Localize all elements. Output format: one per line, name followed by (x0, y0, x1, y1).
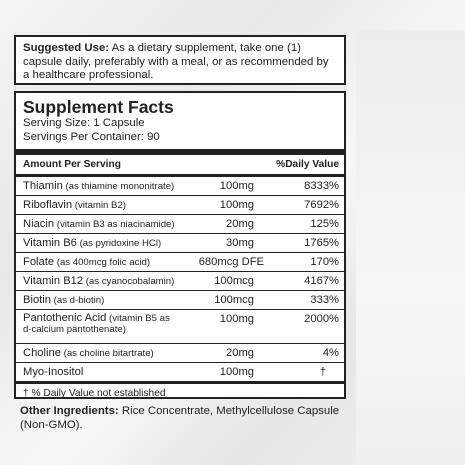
nutrient-dv: 1765% (304, 237, 339, 249)
nutrient-amount: 100mg (219, 366, 254, 378)
nutrient-note: (as d-biotin) (51, 295, 105, 306)
nutrient-name: Vitamin B6 (23, 237, 77, 249)
facts-title: Supplement Facts (23, 97, 174, 117)
supplement-facts-panel (14, 91, 346, 399)
nutrient-name: Niacin (23, 218, 55, 230)
nutrient-dv: 7692% (304, 199, 339, 211)
nutrient-row-riboflavin (16, 196, 344, 215)
nutrient-amount: 20mg (226, 347, 254, 359)
nutrient-amount: 100mcg (214, 275, 254, 287)
nutrient-row-choline (16, 344, 344, 363)
nutrient-amount: 100mg (219, 199, 254, 211)
nutrient-dv: 2000% (304, 313, 339, 325)
nutrient-dv: 8333% (304, 180, 339, 192)
nutrient-amount: 680mcg DFE (198, 256, 264, 268)
nutrient-row-biotin (16, 291, 344, 310)
header-amount: Amount Per Serving (23, 159, 121, 170)
nutrient-name: Vitamin B12 (23, 275, 84, 287)
nutrient-dv: 170% (310, 256, 339, 268)
nutrient-note: (vitamin B5 as (106, 313, 170, 324)
nutrient-row-myo-inositol (16, 363, 344, 384)
nutrient-row-vitamin-b12 (16, 272, 344, 291)
nutrient-name: Choline (23, 347, 61, 359)
nutrient-row-pantothenic-acid (16, 310, 344, 344)
nutrient-amount: 20mg (226, 218, 254, 230)
nutrient-name: Myo-Inositol (23, 366, 84, 378)
nutrient-note: (as choline bitartrate) (60, 348, 154, 359)
suggested-use-text: As a dietary supplement, take one (1) capsule daily, preferably with a meal, or as recommended by a healthcare professional. (23, 42, 329, 81)
nutrient-note-line2: d-calcium pantothenate) (23, 324, 126, 335)
nutrient-amount: 100mcg (214, 294, 254, 306)
nutrient-amount: 100mg (219, 313, 254, 325)
nutrient-dv: † (319, 366, 326, 378)
other-ingredients-text: Rice Concentrate, Methylcellulose Capsule (Non-GMO). (20, 405, 340, 431)
header-daily-value: %Daily Value (276, 159, 339, 170)
servings-per-container: Servings Per Container: 90 (23, 131, 160, 143)
nutrient-note: (as thiamine mononitrate) (62, 181, 175, 192)
other-ingredients (20, 404, 350, 432)
nutrient-note: (as cyanocobalamin) (83, 276, 175, 287)
nutrient-amount: 100mg (219, 180, 254, 192)
nutrient-dv: 125% (310, 218, 339, 230)
nutrient-note: (vitamin B2) (72, 200, 126, 211)
nutrient-name: Biotin (23, 294, 51, 306)
other-ingredients-label: Other Ingredients: (20, 405, 119, 417)
nutrient-note: (as 400mcg folic acid) (54, 257, 151, 268)
nutrient-name: Pantothenic Acid (23, 312, 107, 324)
nutrient-row-niacin (16, 215, 344, 234)
nutrient-dv: 4% (322, 347, 339, 359)
background-panel (356, 30, 465, 465)
nutrient-note: (vitamin B3 as niacinamide) (54, 219, 175, 230)
nutrient-row-vitamin-b6 (16, 234, 344, 253)
nutrient-dv: 4167% (304, 275, 339, 287)
nutrient-row-thiamin (16, 177, 344, 196)
facts-header-row (16, 155, 344, 177)
suggested-use-box (14, 35, 346, 85)
nutrient-dv: 333% (310, 294, 339, 306)
nutrient-row-folate (16, 253, 344, 272)
nutrient-name: Folate (23, 256, 55, 268)
suggested-use-label: Suggested Use: (23, 42, 110, 54)
facts-footnote: † % Daily Value not established (23, 388, 166, 399)
nutrient-name: Thiamin (23, 180, 63, 192)
nutrient-amount: 30mg (226, 237, 254, 249)
nutrient-name: Riboflavin (23, 199, 73, 211)
nutrient-note: (as pyridoxine HCl) (76, 238, 162, 249)
serving-size: Serving Size: 1 Capsule (23, 117, 145, 129)
